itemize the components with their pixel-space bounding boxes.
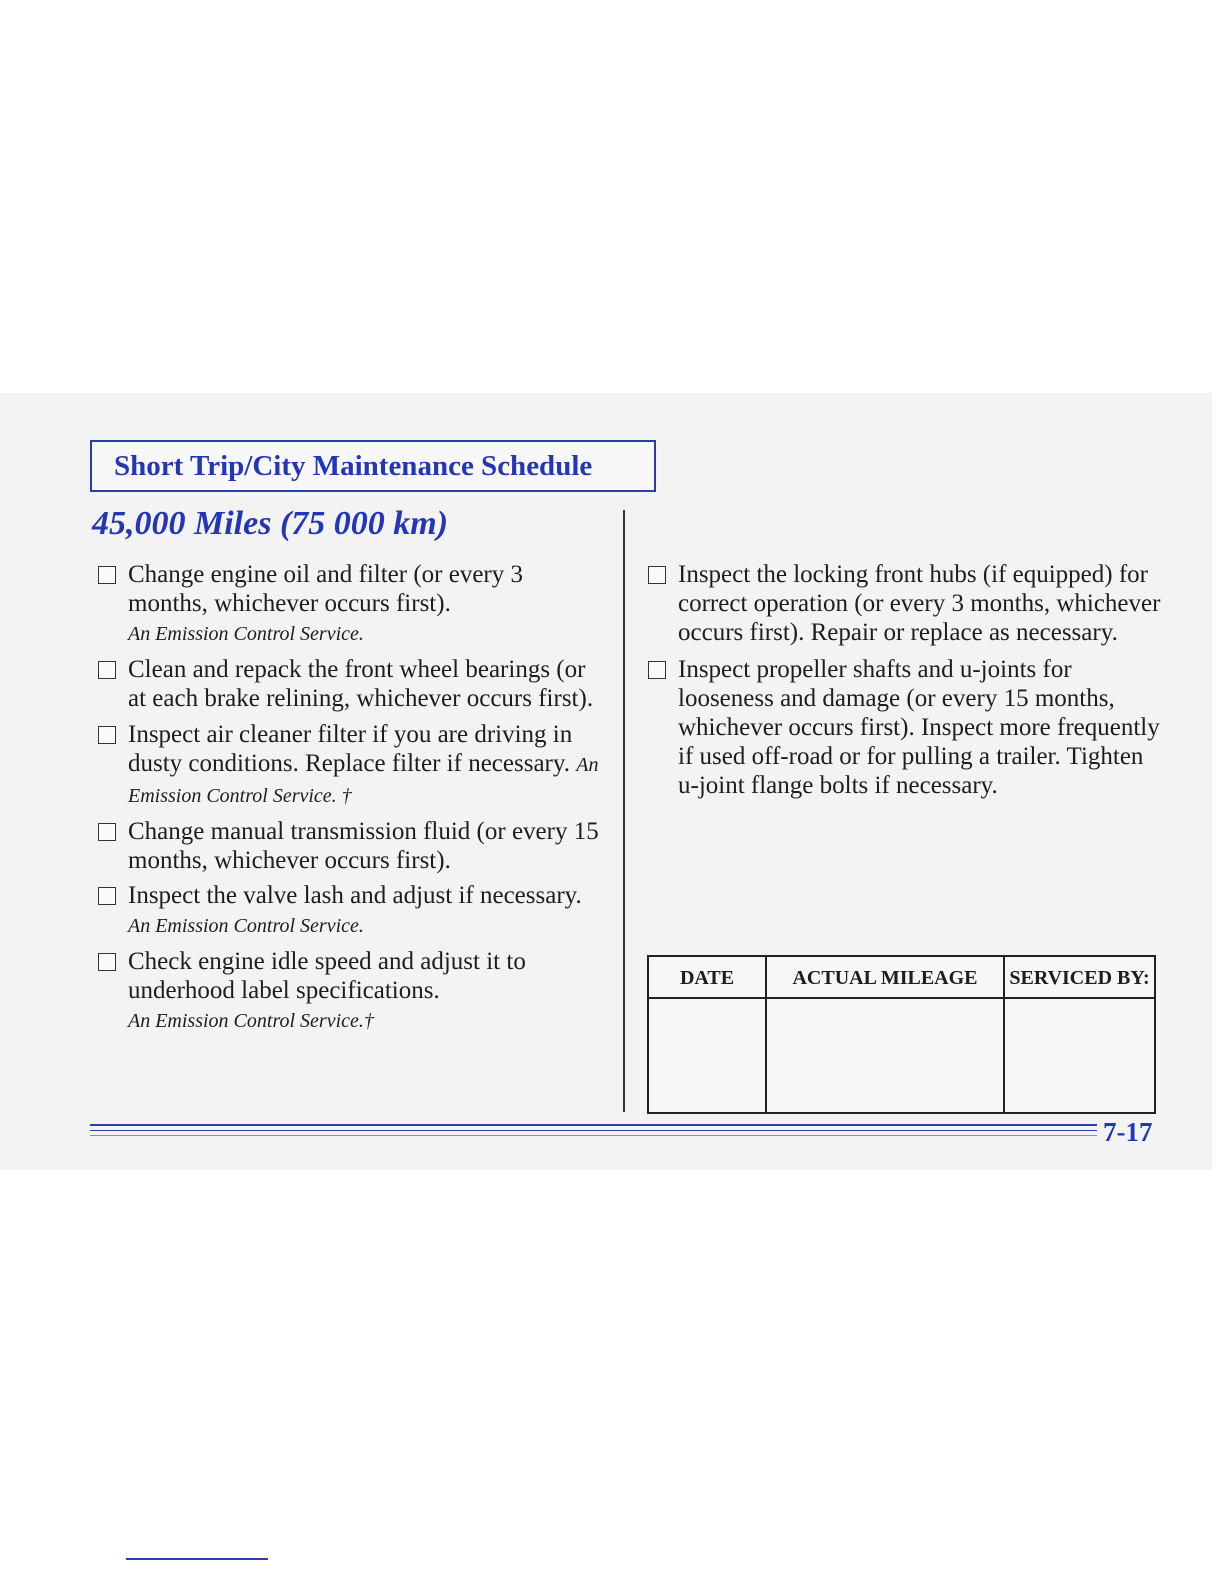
bottom-mark bbox=[126, 1558, 268, 1560]
checklist-item bbox=[98, 881, 608, 941]
item-text: Change engine oil and filter (or every 3 months, whichever occurs first). bbox=[128, 561, 523, 617]
item-text: Inspect the locking front hubs (if equipped) for correct operation (or every 3 months, whichever occurs first). Repair or replace as necessary. bbox=[678, 561, 1161, 646]
checkbox[interactable] bbox=[98, 823, 116, 841]
entry-cell-mileage[interactable] bbox=[769, 1001, 1001, 1109]
checklist-item bbox=[98, 817, 608, 875]
mileage-heading: 45,000 Miles (75 000 km) bbox=[92, 505, 449, 542]
checkbox[interactable] bbox=[98, 566, 116, 584]
schedule-title-banner bbox=[90, 440, 656, 492]
column-line bbox=[1003, 957, 1005, 1112]
checkbox[interactable] bbox=[648, 661, 666, 679]
item-text: Inspect air cleaner filter if you are driving in dusty conditions. Replace filter if necessary. bbox=[128, 721, 573, 777]
entry-cell-date[interactable] bbox=[651, 1001, 763, 1109]
footer-rule bbox=[90, 1135, 1097, 1136]
item-text: Clean and repack the front wheel bearings (or at each brake relining, whichever occurs first). bbox=[128, 656, 594, 712]
header-row-divider bbox=[649, 997, 1154, 999]
checklist-item bbox=[648, 655, 1168, 800]
checkbox[interactable] bbox=[98, 953, 116, 971]
checkbox[interactable] bbox=[648, 566, 666, 584]
footer-rule bbox=[90, 1124, 1097, 1126]
item-note: An Emission Control Service. † bbox=[128, 754, 599, 807]
service-record-table bbox=[647, 955, 1156, 1114]
table-header-serviced-by: SERVICED BY: bbox=[1009, 966, 1150, 989]
checklist-item bbox=[648, 560, 1168, 647]
checklist-item bbox=[98, 720, 608, 811]
table-header-mileage: ACTUAL MILEAGE bbox=[792, 966, 978, 989]
item-note: An Emission Control Service. bbox=[128, 623, 364, 645]
item-text: Check engine idle speed and adjust it to underhood label specifications. bbox=[128, 948, 526, 1004]
entry-cell-serviced-by[interactable] bbox=[1007, 1001, 1152, 1109]
checklist-item bbox=[98, 655, 608, 713]
footer-rule bbox=[90, 1130, 1097, 1131]
right-checklist bbox=[648, 560, 1168, 800]
schedule-title: Short Trip/City Maintenance Schedule bbox=[114, 449, 593, 482]
checkbox[interactable] bbox=[98, 661, 116, 679]
item-note: An Emission Control Service.† bbox=[128, 1010, 374, 1032]
column-line bbox=[765, 957, 767, 1112]
checklist-item bbox=[98, 947, 608, 1036]
item-note: An Emission Control Service. bbox=[128, 915, 364, 937]
item-text: Inspect the valve lash and adjust if necessary. bbox=[128, 882, 582, 909]
checkbox[interactable] bbox=[98, 726, 116, 744]
page-number: 7-17 bbox=[1103, 1117, 1153, 1147]
checkbox[interactable] bbox=[98, 887, 116, 905]
column-divider bbox=[623, 510, 625, 1112]
item-text: Change manual transmission fluid (or every 15 months, whichever occurs first). bbox=[128, 818, 599, 874]
item-text: Inspect propeller shafts and u-joints for looseness and damage (or every 15 months, whichever occurs first). Inspect more frequently if used off-road or for pulling a trailer. Tighten u-joint flange bolts if necessary. bbox=[678, 656, 1160, 799]
table-header-date: DATE bbox=[679, 966, 735, 989]
left-checklist bbox=[98, 560, 608, 1036]
checklist-item bbox=[98, 560, 608, 649]
